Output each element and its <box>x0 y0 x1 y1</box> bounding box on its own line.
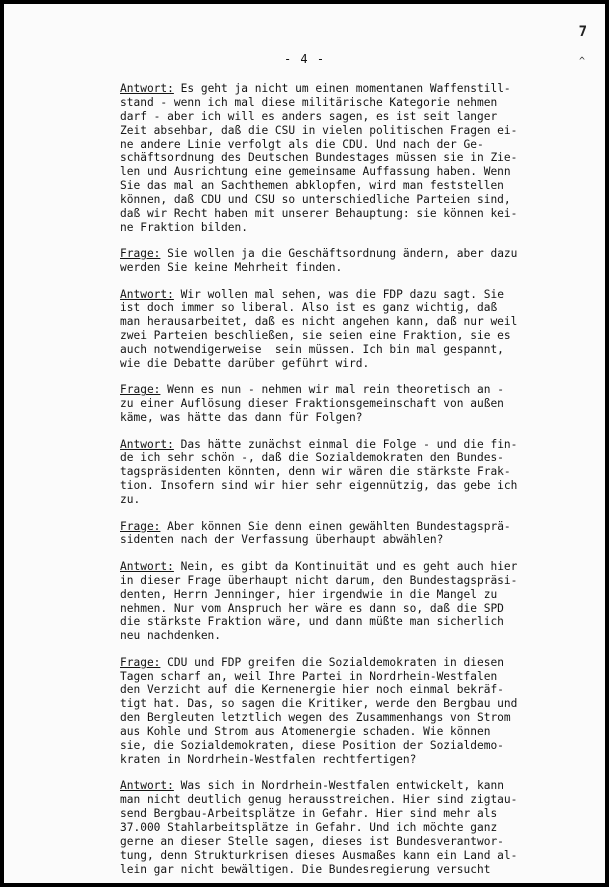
text-line <box>120 615 552 629</box>
line-text: neu nachdenken. <box>120 629 222 643</box>
line-text: den Bergleuten letztlich wegen des Zusammenhangs von Strom <box>120 711 511 725</box>
line-text: de ich sehr schön -, daß die Sozialdemokraten den Bundes- <box>120 451 504 465</box>
line-text: lein gar nicht bewältigen. Die Bundesregierung versucht <box>120 862 491 876</box>
text-line <box>120 533 552 547</box>
paragraph <box>120 82 552 235</box>
line-text: daß wir Recht haben mit unserer Behauptung: sie können kei- <box>120 207 518 221</box>
line-text: sidenten nach der Verfassung überhaupt abwählen? <box>120 533 444 547</box>
text-line <box>120 602 552 616</box>
corner-mark-small: ^ <box>578 56 585 67</box>
line-text: darf - aber ich will es anders sagen, es ist seit langer <box>120 109 498 123</box>
text-line <box>120 863 552 877</box>
text-line <box>120 465 552 479</box>
text-line <box>120 560 552 574</box>
text-line <box>120 739 552 753</box>
text-line <box>120 165 552 179</box>
line-text: schäftsordnung des Deutschen Bundestages müssen sie in Zie- <box>120 151 518 165</box>
text-line <box>120 397 552 411</box>
line-text: send Bergbau-Arbeitsplätze in Gefahr. Hier sind mehr als <box>120 807 498 821</box>
line-text: 37.000 Stahlarbeitsplätze in Gefahr. Und ich möchte ganz <box>120 820 498 834</box>
line-text: Tagen scharf an, weil Ihre Partei in Nordrhein-Westfalen <box>120 669 498 683</box>
speaker-label: Antwort: <box>120 287 174 301</box>
paragraph <box>120 779 552 876</box>
text-line <box>120 151 552 165</box>
text-line <box>120 301 552 315</box>
line-text: zwei Parteien beschließen, sie seien eine Fraktion, sie es <box>120 329 511 343</box>
line-text: in dieser Frage überhaupt nicht darum, den Bundestagspräsi- <box>120 573 518 587</box>
paragraph <box>120 520 552 548</box>
text-line <box>120 725 552 739</box>
text-line <box>120 683 552 697</box>
line-text: käme, was hätte das dann für Folgen? <box>120 411 363 425</box>
line-text: Das hätte zunächst einmal die Folge - und die fin- <box>173 437 518 451</box>
text-line <box>120 697 552 711</box>
speaker-label: Frage: <box>120 247 161 261</box>
text-line <box>120 807 552 821</box>
text-line <box>120 315 552 329</box>
line-text: Zeit absehbar, daß die CSU in vielen politischen Fragen ei- <box>120 123 518 137</box>
text-line <box>120 82 552 96</box>
text-line <box>120 849 552 863</box>
line-text: tung, denn Strukturkrisen dieses Ausmaßes kann ein Land al- <box>120 848 518 862</box>
text-line <box>120 835 552 849</box>
line-text: tigt hat. Das, so sagen die Kritiker, werde den Bergbau und <box>120 697 518 711</box>
line-text: Es geht ja nicht um einen momentanen Waffenstill- <box>173 82 511 95</box>
text-line <box>120 288 552 302</box>
line-text: tagspräsidenten könnten, denn wir wären die stärkste Frak- <box>120 465 511 479</box>
line-text: Sie wollen ja die Geschäftsordnung ändern, aber dazu <box>160 247 518 261</box>
line-text: zu. <box>120 493 141 507</box>
page-number: - 4 - <box>283 52 326 66</box>
paragraph <box>120 383 552 425</box>
text-line <box>120 588 552 602</box>
line-text: len und Ausrichtung eine gemeinsame Auffassung haben. Wenn <box>120 165 511 179</box>
text-line <box>120 438 552 452</box>
line-text: ne andere Linie verfolgt als die CDU. Und nach der Ge- <box>120 137 484 151</box>
paragraph <box>120 247 552 275</box>
text-line <box>120 493 552 507</box>
speaker-label: Antwort: <box>120 559 174 573</box>
speaker-label: Antwort: <box>120 82 174 95</box>
text-line <box>120 479 552 493</box>
text-line <box>120 179 552 193</box>
paragraph <box>120 288 552 371</box>
text-line <box>120 574 552 588</box>
text-line <box>120 96 552 110</box>
line-text: CDU und FDP greifen die Sozialdemokraten in diesen <box>160 655 504 669</box>
text-line <box>120 261 552 275</box>
text-line <box>120 329 552 343</box>
text-line <box>120 247 552 261</box>
line-text: nehmen. Nur vom Anspruch her wäre es dann so, daß die SPD <box>120 601 504 615</box>
text-line <box>120 451 552 465</box>
text-line <box>120 207 552 221</box>
text-line <box>120 357 552 371</box>
line-text: zu einer Auflösung dieser Fraktionsgemeinschaft von außen <box>120 397 504 411</box>
corner-mark: 7 <box>578 24 587 40</box>
text-line <box>120 779 552 793</box>
line-text: Wenn es nun - nehmen wir mal rein theoretisch an - <box>160 383 504 397</box>
text-line <box>120 656 552 670</box>
line-text: Aber können Sie denn einen gewählten Bundestagsprä- <box>160 519 511 533</box>
speaker-label: Antwort: <box>120 779 174 793</box>
text-line <box>120 221 552 235</box>
text-line <box>120 343 552 357</box>
text-line <box>120 520 552 534</box>
speaker-label: Frage: <box>120 383 161 397</box>
speaker-label: Frage: <box>120 519 161 533</box>
text-line <box>120 411 552 425</box>
line-text: Nein, es gibt da Kontinuität und es geht auch hier <box>173 559 518 573</box>
text-line <box>120 629 552 643</box>
paragraph <box>120 656 552 767</box>
line-text: stand - wenn ich mal diese militärische Kategorie nehmen <box>120 95 498 109</box>
text-line <box>120 383 552 397</box>
text-line <box>120 124 552 138</box>
line-text: man herausarbeitet, daß es nicht angehen kann, daß nur weil <box>120 315 518 329</box>
line-text: sie, die Sozialdemokraten, diese Position der Sozialdemo- <box>120 739 504 753</box>
text-line <box>120 193 552 207</box>
line-text: Sie das mal an Sachthemen abklopfen, wird man feststellen <box>120 179 504 193</box>
paragraph <box>120 438 552 507</box>
line-text: tion. Insofern sind wir hier sehr eigennützig, das gebe ich <box>120 479 518 493</box>
line-text: ne Fraktion bilden. <box>120 220 248 234</box>
line-text: die stärkste Fraktion wäre, und dann müßte man sicherlich <box>120 615 504 629</box>
text-line <box>120 670 552 684</box>
interview-text <box>120 82 552 883</box>
line-text: Was sich in Nordrhein-Westfalen entwickelt, kann <box>173 779 504 793</box>
line-text: denten, Herrn Jenninger, hier irgendwie in die Mangel zu <box>120 587 498 601</box>
text-line <box>120 821 552 835</box>
speaker-label: Antwort: <box>120 437 174 451</box>
line-text: können, daß CDU und CSU so unterschiedliche Parteien sind, <box>120 193 511 207</box>
line-text: ist doch immer so liberal. Also ist es ganz wichtig, daß <box>120 301 498 315</box>
line-text: auch notwendigerweise sein müssen. Ich bin mal gespannt, <box>120 343 504 357</box>
line-text: gerne an dieser Stelle sagen, dieses ist Bundesverantwor- <box>120 834 504 848</box>
text-line <box>120 138 552 152</box>
text-line <box>120 711 552 725</box>
line-text: den Verzicht auf die Kernenergie hier noch einmal bekräf- <box>120 683 504 697</box>
speaker-label: Frage: <box>120 655 161 669</box>
line-text: wie die Debatte darüber geführt wird. <box>120 357 370 371</box>
text-line <box>120 793 552 807</box>
line-text: kraten in Nordrhein-Westfalen rechtfertigen? <box>120 752 417 766</box>
paragraph <box>120 560 552 643</box>
line-text: aus Kohle und Strom aus Atomenergie schaden. Wie können <box>120 725 491 739</box>
line-text: Wir wollen mal sehen, was die FDP dazu sagt. Sie <box>173 287 504 301</box>
text-line <box>120 753 552 767</box>
line-text: werden Sie keine Mehrheit finden. <box>120 261 343 275</box>
document-page <box>4 4 605 883</box>
text-line <box>120 110 552 124</box>
line-text: man nicht deutlich genug herausstreichen. Hier sind zigtau- <box>120 793 518 807</box>
